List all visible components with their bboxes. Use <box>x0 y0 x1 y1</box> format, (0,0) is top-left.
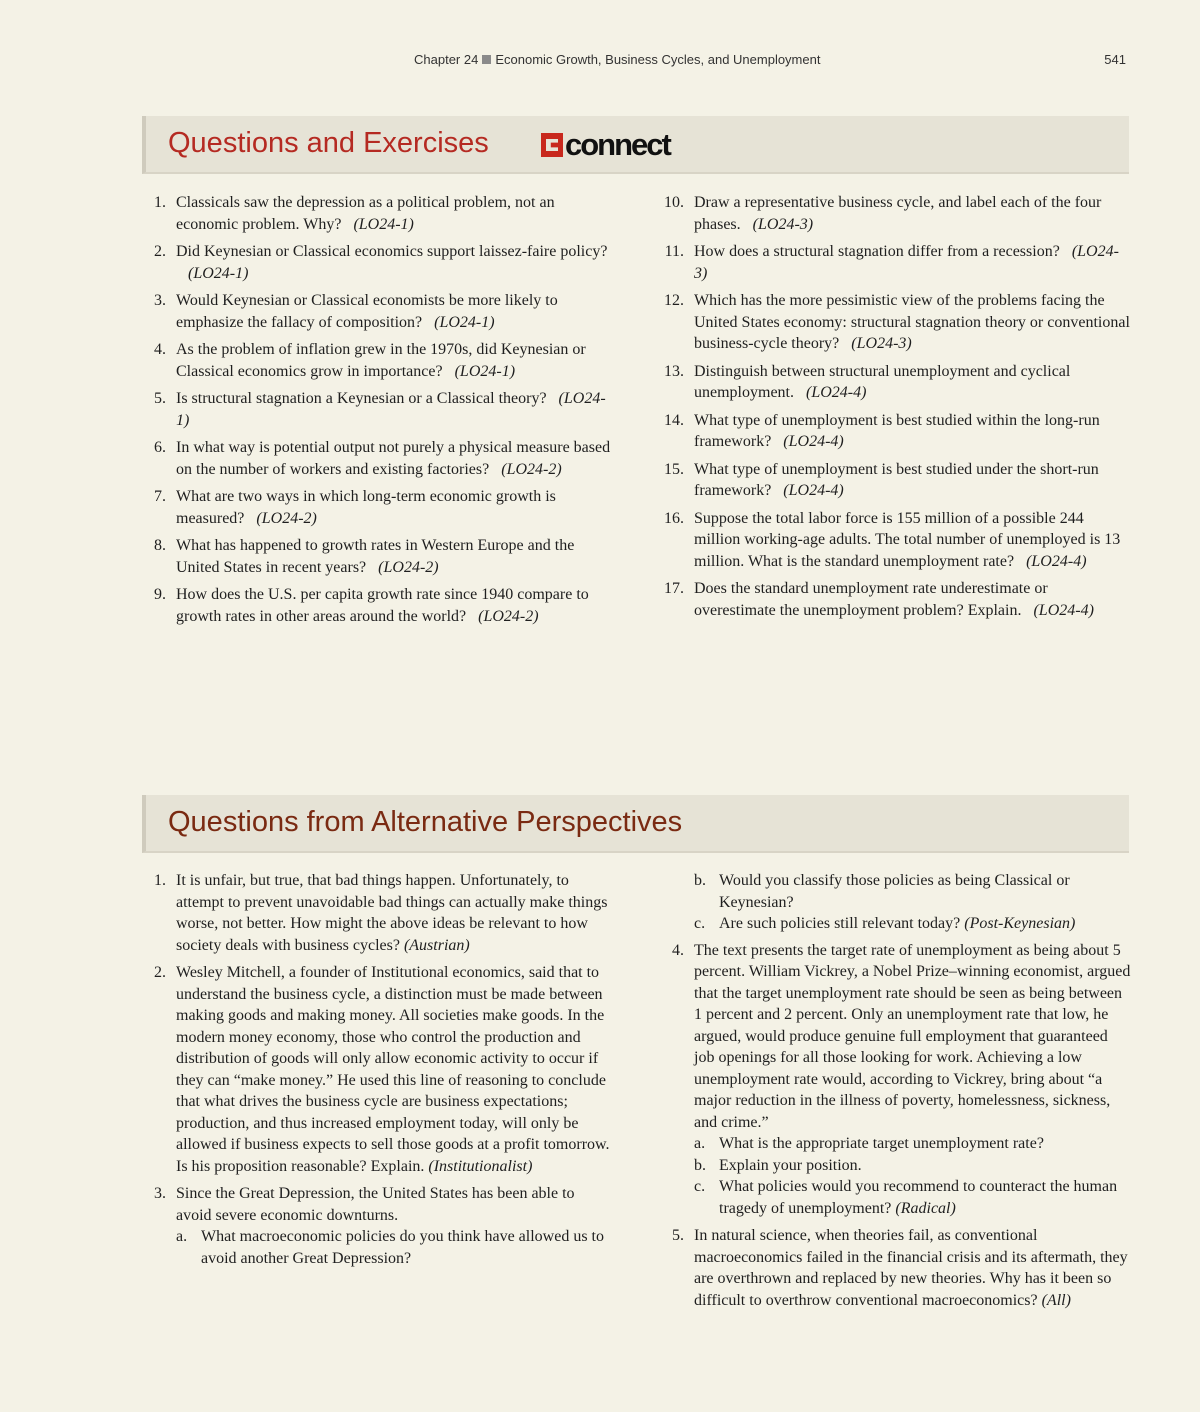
sub-question: c. What policies would you recommend to counteract the human tragedy of unemployment? (Radical) <box>694 1178 1118 1217</box>
question-item: 4. The text presents the target rate of unemployment as being about 5 percent. William Vickrey, a Nobel Prize–winning economist, argued that the target unemployment rate should be seen as being between 1 percent and 2 percent. Only an unemployment rate that low, he argued, would produce genuine full employment that guaranteed job openings for all those looking for work. Achieving a low unemployment rate would, according to Vickrey, bring about “a major reduction in the illness of poverty, homelessness, sickness, and crime.” a. What is the appropriate target unemployment rate? b. Explain your position. c. What policies would you recommend to counteract the human tragedy of unemployment? (Radical) <box>660 940 1132 1220</box>
exercise-item: 8. What has happened to growth rates in Western Europe and the United States in recent years? (LO24-2) <box>154 537 575 576</box>
sub-question: b. Explain your position. <box>694 1156 862 1174</box>
exercise-item: 7. What are two ways in which long-term economic growth is measured? (LO24-2) <box>154 488 556 527</box>
exercise-item: 2. Did Keynesian or Classical economics support laissez-faire policy?(LO24-1) <box>154 243 608 282</box>
alt-perspectives-header <box>142 795 1129 853</box>
question-item: 2. Wesley Mitchell, a founder of Institutional economics, said that to understand the business cycle, a distinction must be made between making goods and making money. All societies make goods. In the modern money economy, those who control the production and distribution of goods will only allow economic activity to occur if they can “make money.” He used this line of reasoning to conclude that what drives the business cycle are business expectations; production, and thus increased employment today, will only be allowed if business expects to sell those goods at a profit tomorrow. Is his proposition reasonable? Explain. (Institutionalist) <box>154 964 610 1175</box>
sub-question: b. Would you classify those policies as being Classical or Keynesian? <box>694 872 1070 911</box>
section-title: Questions from Alternative Perspectives <box>168 806 683 838</box>
questions-exercises-header <box>142 116 1129 174</box>
exercises-left-column <box>142 192 612 633</box>
exercise-item: 6. In what way is potential output not purely a physical measure based on the number of workers and existing factories? (LO24-2) <box>154 439 611 478</box>
connect-logo-icon <box>541 133 563 157</box>
exercise-item: 17. Does the standard unemployment rate underestimate or overestimate the unemployment problem? Explain. (LO24-4) <box>664 580 1094 619</box>
alt-left-column <box>142 870 612 1275</box>
question-item: 1. It is unfair, but true, that bad things happen. Unfortunately, to attempt to prevent unavoidable bad things can actually make things worse, not better. How might the above ideas be relevant to how society deals with business cycles? (Austrian) <box>154 872 608 954</box>
connect-logo: connect <box>541 129 670 161</box>
exercises-right-column <box>660 192 1132 627</box>
exercise-item: 15. What type of unemployment is best studied under the short-run framework? (LO24-4) <box>664 460 1099 499</box>
exercise-item: 5. Is structural stagnation a Keynesian or a Classical theory? (LO24-1) <box>154 390 606 429</box>
exercise-item: 4. As the problem of inflation grew in the 1970s, did Keynesian or Classical economics grow in importance? (LO24-1) <box>154 341 586 380</box>
exercise-item: 1. Classicals saw the depression as a political problem, not an economic problem. Why? (LO24-1) <box>154 194 555 233</box>
section-title: Questions and Exercises <box>168 127 489 159</box>
alt-right-column <box>660 870 1132 1317</box>
sub-question: a. What macroeconomic policies do you think have allowed us to avoid another Great Depression? <box>176 1228 604 1267</box>
question-item: 5. In natural science, when theories fail, as conventional macroeconomics failed in the financial crisis and its aftermath, they are overthrown and replaced by new theories. Why has it been so difficult to overthrow conventional macroeconomics? (All) <box>672 1227 1128 1309</box>
exercise-item: 13. Distinguish between structural unemployment and cyclical unemployment. (LO24-4) <box>664 362 1071 401</box>
sub-question: a. What is the appropriate target unemployment rate? <box>694 1135 1044 1152</box>
page-number: 541 <box>1104 52 1126 67</box>
exercise-item: 9. How does the U.S. per capita growth rate since 1940 compare to growth rates in other areas around the world? (LO24-2) <box>154 586 589 625</box>
sub-question: c. Are such policies still relevant today? (Post-Keynesian) <box>694 915 1076 932</box>
exercise-item: 16. Suppose the total labor force is 155 million of a possible 244 million working-age adults. The total number of unemployed is 13 million. What is the standard unemployment rate? (LO24-4) <box>664 509 1121 570</box>
exercise-item: 14. What type of unemployment is best studied within the long-run framework? (LO24-4) <box>664 411 1100 450</box>
running-head <box>0 52 1200 72</box>
question-item: 3. Since the Great Depression, the United States has been able to avoid severe economic downturns. a. What macroeconomic policies do you think have allowed us to avoid another Great Depression? <box>142 1183 612 1269</box>
exercise-item: 3. Would Keynesian or Classical economists be more likely to emphasize the fallacy of composition? (LO24-1) <box>154 292 558 331</box>
exercise-item: 11. How does a structural stagnation differ from a recession? (LO24-3) <box>664 243 1119 282</box>
chapter-title: Chapter 24 Economic Growth, Business Cycles, and Unemployment <box>414 52 821 67</box>
separator-square-icon <box>482 55 491 64</box>
question-continuation <box>660 870 1132 935</box>
exercise-item: 10. Draw a representative business cycle, and label each of the four phases. (LO24-3) <box>664 194 1102 233</box>
exercise-item: 12. Which has the more pessimistic view of the problems facing the United States economy: structural stagnation theory or conventional business-cycle theory? (LO24-3) <box>664 292 1130 352</box>
